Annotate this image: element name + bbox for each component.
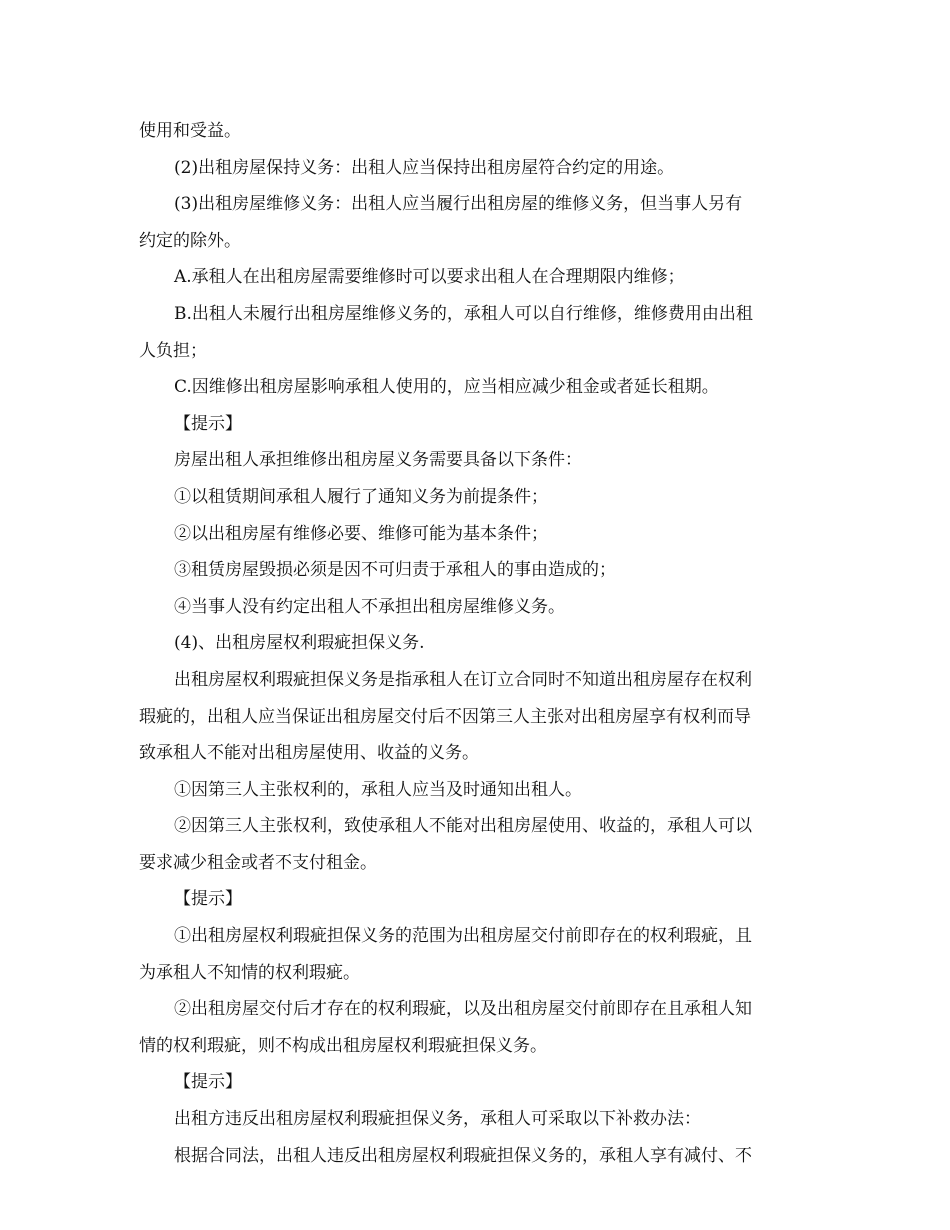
list-item: ①出租房屋权利瑕疵担保义务的范围为出租房屋交付前即存在的权利瑕疵，且 [174, 926, 752, 947]
document-body [139, 113, 819, 1174]
tip-heading: 【提示】 [174, 413, 242, 434]
list-item: ①以租赁期间承租人履行了通知义务为前提条件； [174, 486, 548, 507]
paragraph-line: (3)出租房屋维修义务：出租人应当履行出租房屋的维修义务，但当事人另有 [174, 194, 743, 215]
paragraph-line: 使用和受益。 [139, 121, 241, 141]
tip-heading: 【提示】 [174, 889, 242, 910]
paragraph-line: 致承租人不能对出租房屋使用、收益的义务。 [139, 743, 479, 764]
paragraph-line: (2)出租房屋保持义务：出租人应当保持出租房屋符合约定的用途。 [174, 157, 675, 178]
paragraph-line: 根据合同法，出租人违反出租房屋权利瑕疵担保义务的，承租人享有减付、不 [174, 1145, 752, 1166]
paragraph-line: 情的权利瑕疵，则不构成出租房屋权利瑕疵担保义务。 [139, 1035, 547, 1056]
list-item: ④当事人没有约定出租人不承担出租房屋维修义务。 [174, 596, 565, 617]
paragraph-line: 房屋出租人承担维修出租房屋义务需要具备以下条件： [174, 450, 582, 471]
paragraph-line: 出租房屋权利瑕疵担保义务是指承租人在订立合同时不知道出租房屋存在权利 [174, 669, 752, 690]
paragraph-line: B.出租人未履行出租房屋维修义务的，承租人可以自行维修，维修费用由出租 [174, 303, 753, 324]
paragraph-line: 人负担； [139, 340, 207, 361]
paragraph-line: 为承租人不知情的权利瑕疵。 [139, 962, 360, 983]
paragraph-line: 出租方违反出租房屋权利瑕疵担保义务，承租人可采取以下补救办法： [174, 1109, 701, 1130]
list-item: ③租赁房屋毁损必须是因不可归责于承租人的事由造成的； [174, 560, 616, 581]
tip-heading: 【提示】 [174, 1072, 242, 1093]
list-item: ②出租房屋交付后才存在的权利瑕疵，以及出租房屋交付前即存在且承租人知 [174, 999, 752, 1020]
paragraph-line: 约定的除外。 [139, 230, 241, 251]
list-item: ②因第三人主张权利，致使承租人不能对出租房屋使用、收益的，承租人可以 [174, 816, 752, 837]
section-heading: (4)、出租房屋权利瑕疵担保义务. [174, 633, 425, 654]
paragraph-line: 要求减少租金或者不支付租金。 [139, 852, 377, 873]
list-item: ①因第三人主张权利的，承租人应当及时通知出租人。 [174, 779, 582, 800]
list-item: ②以出租房屋有维修必要、维修可能为基本条件； [174, 523, 548, 544]
paragraph-line: A.承租人在出租房屋需要维修时可以要求出租人在合理期限内维修； [174, 267, 685, 288]
paragraph-line: 瑕疵的，出租人应当保证出租房屋交付后不因第三人主张对出租房屋享有权利而导 [139, 706, 751, 727]
paragraph-line: C.因维修出租房屋影响承租人使用的，应当相应减少租金或者延长租期。 [174, 377, 719, 398]
